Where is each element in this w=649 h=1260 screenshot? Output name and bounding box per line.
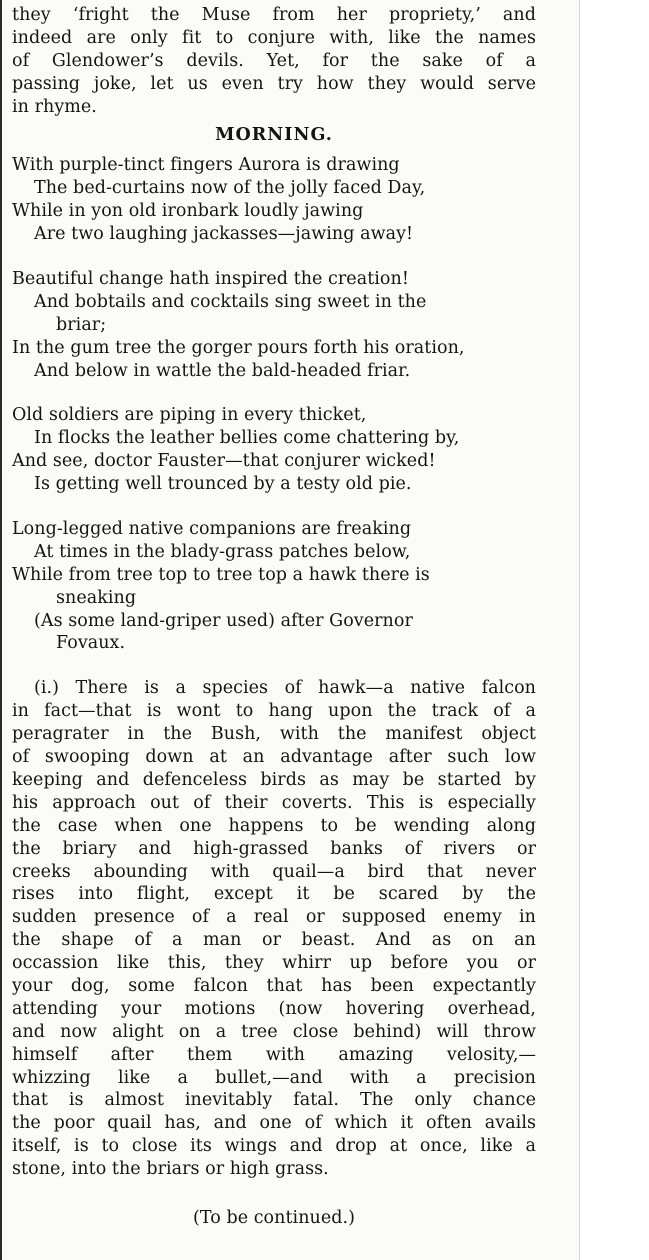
poem xyxy=(12,154,536,655)
poem-line: sneaking xyxy=(56,587,137,608)
footnote-paragraph xyxy=(12,677,536,1181)
footnote-line: stone, into the briars or high grass. xyxy=(12,1159,329,1180)
footnote-line: keeping and defenceless birds as may be started by xyxy=(12,769,536,790)
footnote-line: the poor quail has, and one of which it often avails xyxy=(12,1113,536,1134)
footnote-line: rises into flight, except it be scared by the xyxy=(12,884,536,905)
intro-line: they ‘fright the Muse from her propriety,’ and xyxy=(12,5,536,25)
poem-stanza xyxy=(12,518,536,655)
footnote-line: sudden presence of a real or supposed enemy in xyxy=(12,907,536,928)
footnote-line: in fact—that is wont to hang upon the track of a xyxy=(12,701,536,722)
footnote-line: itself, is to close its wings and drop at once, like a xyxy=(12,1136,536,1157)
poem-line: Beautiful change hath inspired the creation! xyxy=(12,269,409,290)
footnote-line: that is almost inevitably fatal. The only chance xyxy=(12,1090,536,1111)
intro-line: of Glendower’s devils. Yet, for the sake of a xyxy=(12,50,536,71)
poem-line: And bobtails and cocktails sing sweet in the xyxy=(34,291,427,312)
poem-line: At times in the blady-grass patches below, xyxy=(34,541,411,562)
footnote-line: occassion like this, they whirr up before you or xyxy=(12,953,536,974)
poem-stanza xyxy=(12,404,536,496)
poem-line: Fovaux. xyxy=(56,633,126,654)
poem-line: And below in wattle the bald-headed friar. xyxy=(34,360,411,381)
to-be-continued: (To be continued.) xyxy=(193,1207,355,1228)
footnote-line: your dog, some falcon that has been expectantly xyxy=(12,975,536,996)
footnote-line: (i.) There is a species of hawk—a native falcon xyxy=(34,678,536,699)
poem-line: Is getting well trounced by a testy old pie. xyxy=(34,474,412,495)
poem-line: The bed-curtains now of the jolly faced Day, xyxy=(34,178,426,199)
footnote-line: his approach out of their coverts. This is especially xyxy=(12,792,536,813)
poem-line: Are two laughing jackasses—jawing away! xyxy=(34,224,414,245)
poem-title: MORNING. xyxy=(215,125,333,146)
footnote-line: the case when one happens to be wending along xyxy=(12,815,536,836)
poem-line: Old soldiers are piping in every thicket, xyxy=(12,405,367,426)
footnote-line: of swooping down at an advantage after such low xyxy=(12,747,536,768)
footnote-line: the briary and high-grassed banks of rivers or xyxy=(12,838,536,859)
footnote-line: peragrater in the Bush, with the manifest object xyxy=(12,724,536,745)
poem-line: With purple-tinct fingers Aurora is drawing xyxy=(12,155,400,176)
footnote-line: whizzing like a bullet,—and with a precision xyxy=(12,1067,536,1088)
footnote-line: himself after them with amazing velosity,— xyxy=(12,1044,536,1065)
intro-paragraph xyxy=(12,4,536,118)
footnote-line: and now alight on a tree close behind) will throw xyxy=(12,1021,536,1042)
poem-line: While from tree top to tree top a hawk there is xyxy=(12,564,430,585)
footnote-line: attending your motions (now hovering overhead, xyxy=(12,998,536,1019)
poem-line: And see, doctor Fauster—that conjurer wicked! xyxy=(12,451,436,472)
intro-line: indeed are only fit to conjure with, like the names xyxy=(12,27,536,48)
poem-line: briar; xyxy=(56,314,107,335)
poem-line: Long-legged native companions are freaking xyxy=(12,519,412,540)
footnote-line: the shape of a man or beast. And as on an xyxy=(12,930,536,951)
poem-line: In the gum tree the gorger pours forth his oration, xyxy=(12,337,465,358)
poem-line: In flocks the leather bellies come chattering by, xyxy=(34,428,460,449)
poem-line: While in yon old ironbark loudly jawing xyxy=(12,201,364,222)
article-column xyxy=(12,4,536,1231)
poem-line: (As some land-griper used) after Governor xyxy=(34,610,413,631)
intro-line: passing joke, let us even try how they would serve xyxy=(12,73,536,94)
footnote-line: creeks abounding with quail—a bird that never xyxy=(12,861,536,882)
poem-stanza xyxy=(12,154,536,246)
poem-stanza xyxy=(12,268,536,382)
intro-line: in rhyme. xyxy=(12,96,97,117)
